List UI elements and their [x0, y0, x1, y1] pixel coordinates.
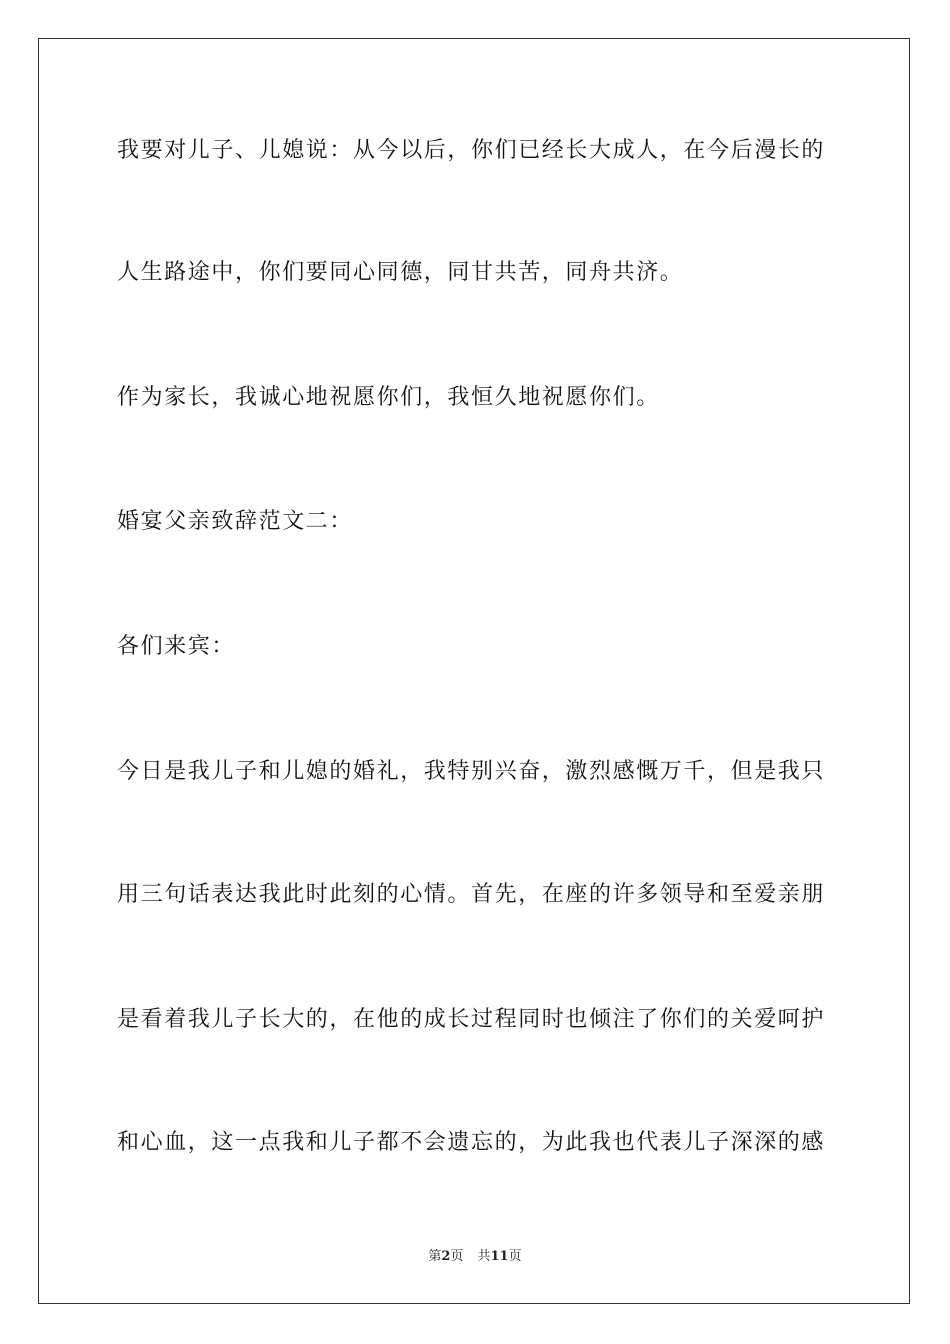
page-suffix: 页 [450, 1249, 464, 1264]
paragraph-line-3: 作为家长，我诚心地祝愿你们，我恒久地祝愿你们。 [117, 385, 660, 410]
paragraph-line-8: 是看着我儿子长大的，在他的成长过程同时也倾注了你们的关爱呵护 [117, 1007, 826, 1032]
paragraph-line-9: 和心血，这一点我和儿子都不会遗忘的，为此我也代表儿子深深的感 [117, 1130, 826, 1155]
page-frame [38, 38, 910, 1304]
paragraph-line-7: 用三句话表达我此时此刻的心情。首先，在座的许多领导和至爱亲朋 [117, 882, 826, 907]
paragraph-line-2: 人生路途中，你们要同心同德，同甘共苦，同舟共济。 [117, 260, 684, 285]
paragraph-line-6: 今日是我儿子和儿媳的婚礼，我特别兴奋，激烈感慨万千，但是我只 [117, 759, 826, 784]
total-prefix: 共 [477, 1249, 491, 1264]
page-prefix: 第 [428, 1249, 442, 1264]
total-pages: 11 [490, 1249, 509, 1264]
paragraph-line-1: 我要对儿子、儿媳说：从今以后，你们已经长大成人，在今后漫长的 [117, 138, 826, 163]
total-suffix: 页 [508, 1249, 522, 1264]
page-number: 2 [441, 1249, 451, 1264]
salutation: 各们来宾： [117, 634, 236, 659]
section-heading: 婚宴父亲致辞范文二： [117, 509, 354, 534]
page-footer [0, 1248, 950, 1266]
